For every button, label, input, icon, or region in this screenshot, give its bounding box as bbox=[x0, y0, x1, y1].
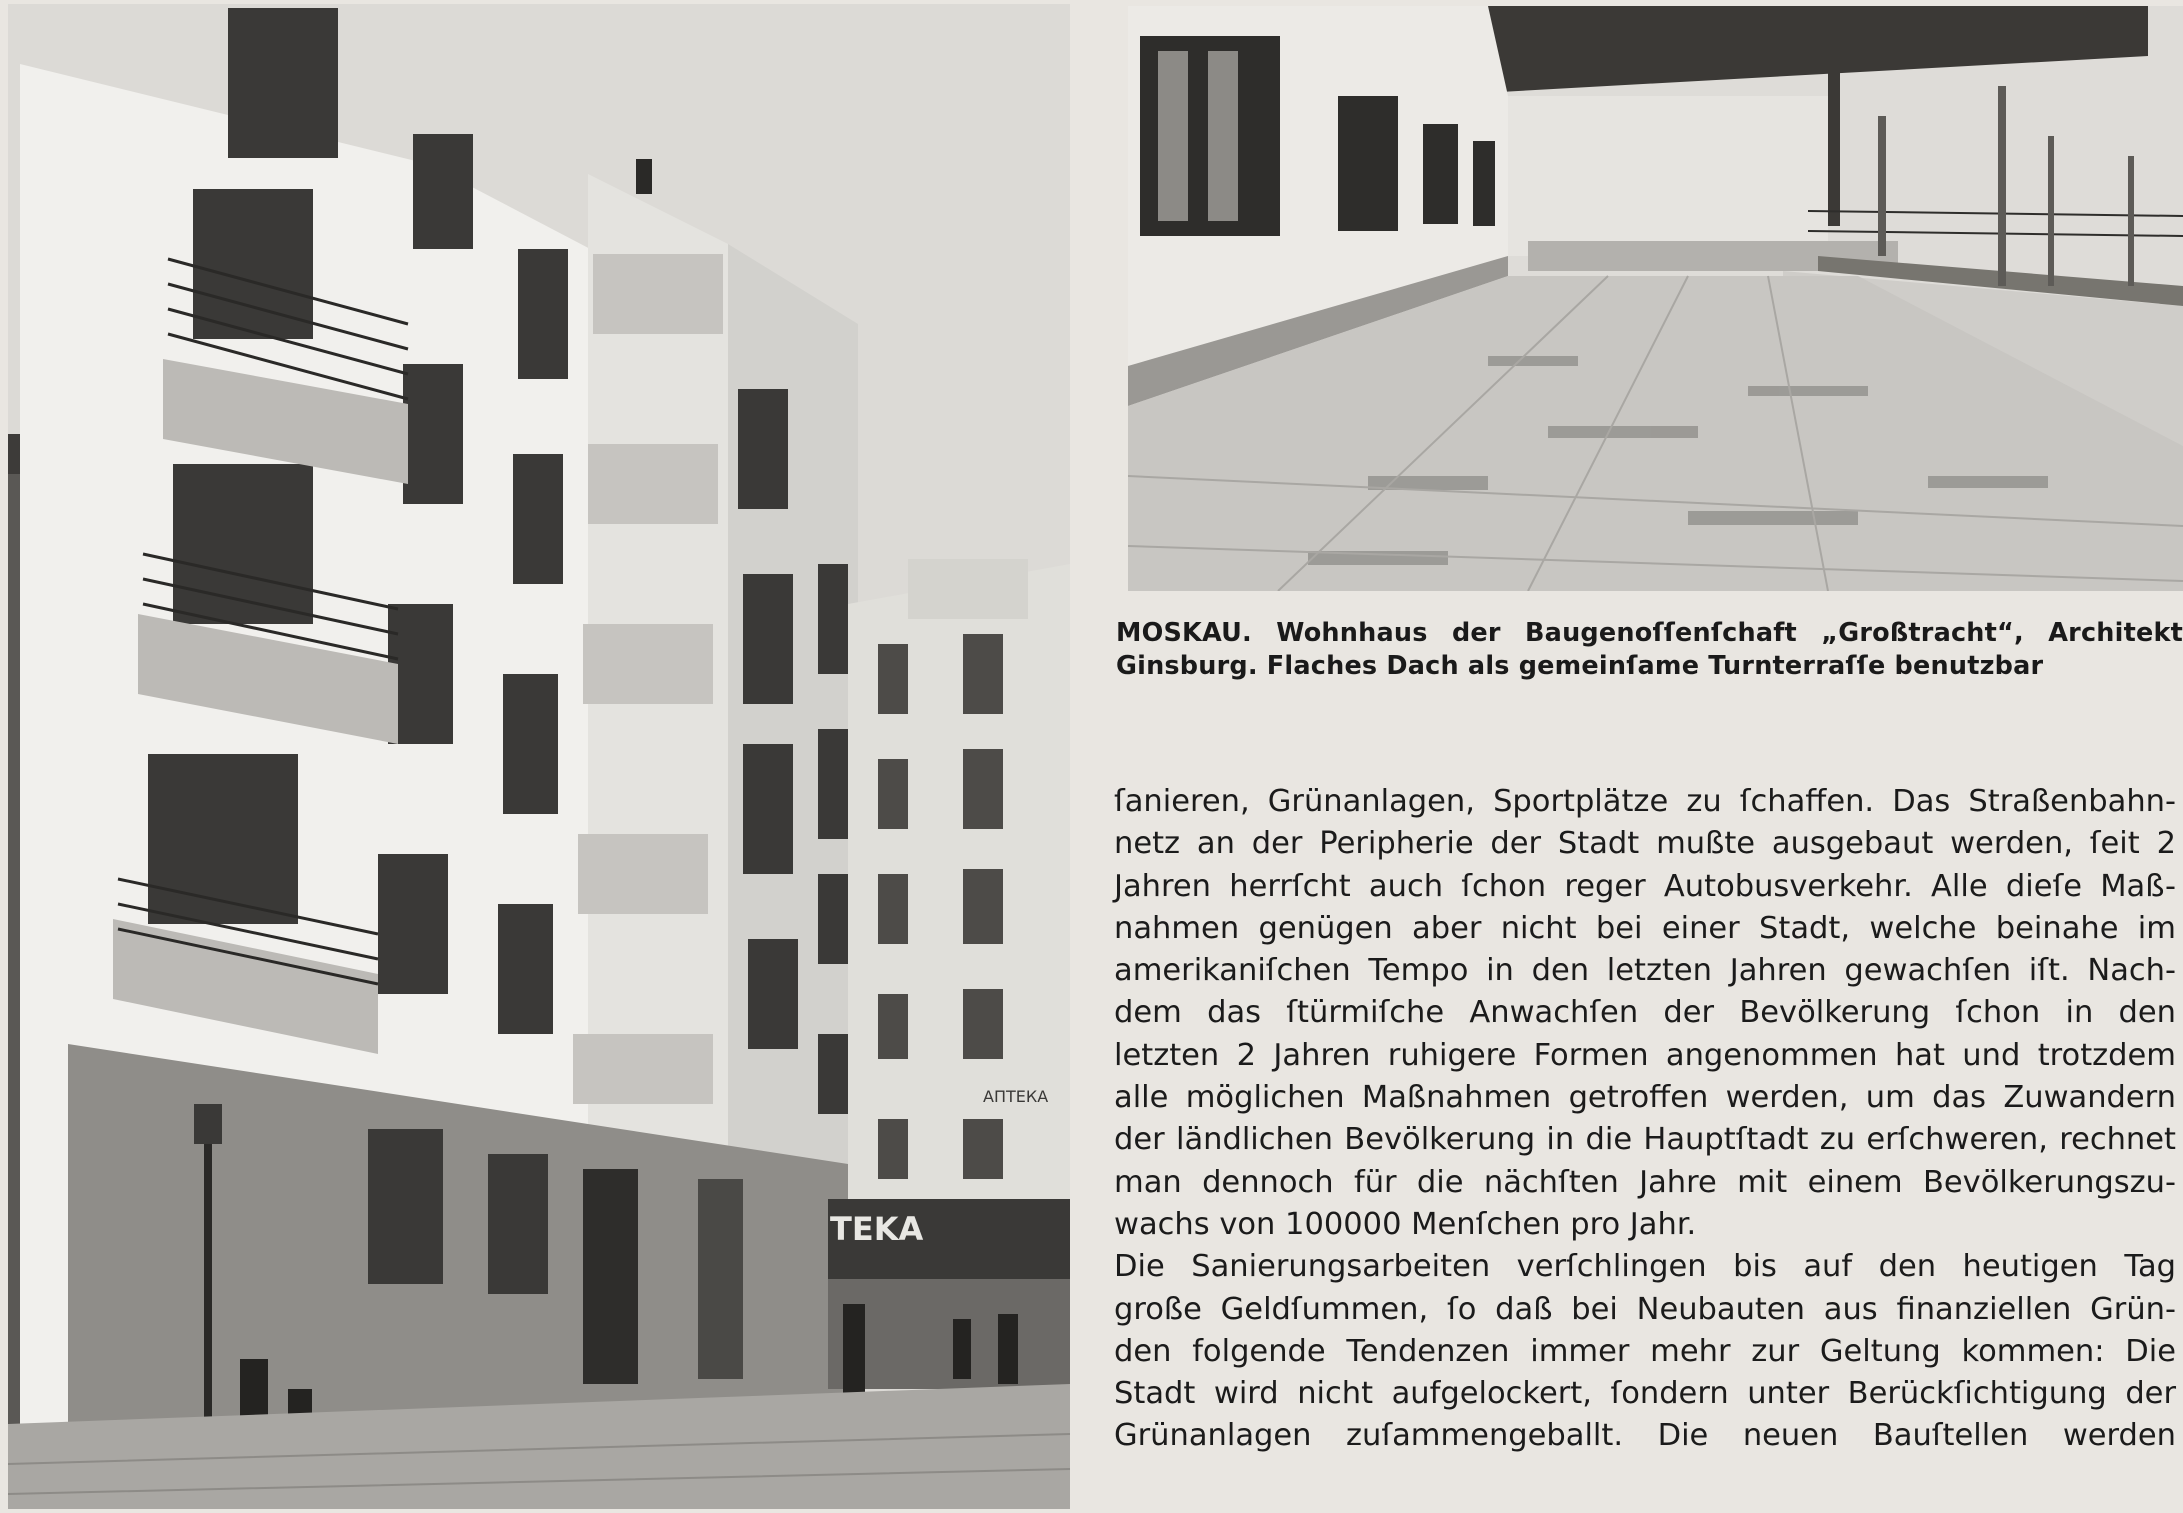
text-line: den folgende Tendenzen immer mehr zur Geltung kommen: Die bbox=[1114, 1333, 2176, 1369]
text-line: große Geldſummen, ſo daß bei Neubauten aus finanziellen Grün- bbox=[1114, 1291, 2176, 1327]
text-line: Jahren herrſcht auch ſchon reger Autobusverkehr. Alle dieſe Maß- bbox=[1114, 868, 2176, 904]
sign-apteka: АПТЕКА bbox=[983, 1087, 1049, 1106]
photo-caption bbox=[1116, 617, 2183, 683]
article-body bbox=[1114, 781, 2176, 1458]
text-line: letzten 2 Jahren ruhigere Formen angenommen hat und trotzdem bbox=[1114, 1037, 2176, 1073]
text-line: nahmen genügen aber nicht bei einer Stadt, welche beinahe im bbox=[1114, 910, 2176, 946]
text-line: alle möglichen Maßnahmen getroffen werden, um das Zuwandern bbox=[1114, 1080, 2176, 1116]
sign-teka: TEKA bbox=[830, 1210, 924, 1248]
text-line: netz an der Peripherie der Stadt mußte ausgebaut werden, ſeit 2 bbox=[1114, 826, 2176, 862]
text-line: wachs von 100000 Menſchen pro Jahr. bbox=[1114, 1206, 1697, 1242]
paragraph-1 bbox=[1114, 781, 2176, 1246]
text-line: dem das ſtürmiſche Anwachſen der Bevölkerung ſchon in den bbox=[1114, 995, 2176, 1031]
text-line: Grünanlagen zuſammengeballt. Die neuen Bauſtellen werden bbox=[1114, 1418, 2176, 1454]
photo-roof-terrace-illustration bbox=[1128, 6, 2183, 591]
text-line: Die Sanierungsarbeiten verſchlingen bis auf den heutigen Tag bbox=[1114, 1249, 2176, 1285]
photo-apartment-building bbox=[8, 4, 1070, 1509]
caption-line: MOSKAU. Wohnhaus der Baugenoſſenſchaft „Großtracht“, Architekt bbox=[1116, 618, 2183, 648]
photo-apartment-building-illustration bbox=[8, 4, 1070, 1509]
text-line: der ländlichen Bevölkerung in die Hauptſtadt zu erſchweren, rechnet bbox=[1114, 1122, 2176, 1158]
paragraph-2 bbox=[1114, 1246, 2176, 1457]
caption-line: Ginsburg. Flaches Dach als gemeinſame Turnterraſſe benutzbar bbox=[1116, 651, 2044, 681]
photo-roof-terrace bbox=[1128, 6, 2183, 591]
text-line: amerikaniſchen Tempo in den letzten Jahren gewachſen iſt. Nach- bbox=[1114, 953, 2176, 989]
text-line: Stadt wird nicht aufgelockert, ſondern unter Berückſichtigung der bbox=[1114, 1376, 2176, 1412]
text-line: ſanieren, Grünanlagen, Sportplätze zu ſchaffen. Das Straßenbahn- bbox=[1114, 784, 2176, 819]
text-line: man dennoch für die nächſten Jahre mit einem Bevölkerungszu- bbox=[1114, 1164, 2176, 1200]
